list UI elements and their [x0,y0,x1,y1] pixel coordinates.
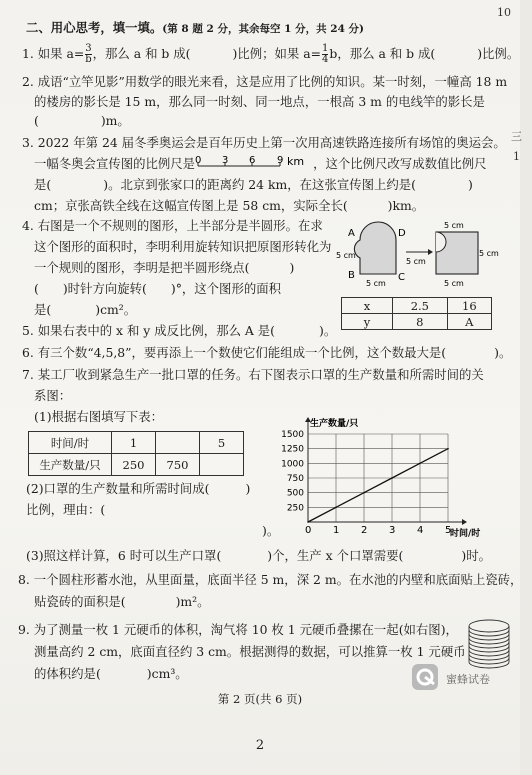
scale-tick-0: 0 [195,154,202,166]
production-series-line [308,449,448,522]
question-3-line-3: 是( )。北京到张家口的距离约 24 km，在这张宣传图上约是( ) [34,177,473,192]
scale-tick-6: 6 [249,154,256,166]
rotation-figure [336,214,499,294]
y-tick-label: 1250 [281,444,304,455]
point-d-label: D [398,228,406,239]
y-tick-label: 500 [286,488,304,499]
scale-tick-3: 3 [222,154,229,166]
quantity-header: 生产数量/只 [29,454,112,476]
production-line-chart [272,410,487,538]
fraction-1-over-4: $\frac{1}{4}$ [322,43,329,65]
irregular-shape [354,222,396,274]
page-footer: 第 2 页(共 6 页) [217,692,303,706]
x-header: x [342,298,393,314]
coin-stack-illustration [466,618,512,670]
question-6: 6. 有三个数“4,5,8”，要再添上一个数使它们能组成一个比例，这个数最大是( )。 [22,345,512,360]
section-title: 二、用心思考，填一填。(第 8 题 2 分，其余每空 1 分，共 24 分) [26,20,365,35]
square-top-length: 5 cm [444,221,464,230]
x-tick-label: 4 [417,525,424,536]
question-7-sub-1: (1)根据右图填写下表： [34,409,164,424]
question-4-line-4: ( )时针方向旋转( )°，这个图形的面积 [34,281,282,296]
question-7-line-1: 7. 某工厂收到紧急生产一批口罩的任务。右下图表示口罩的生产数量和所需时间的关 [22,367,484,382]
question-4-line-5: 是( )cm²。 [34,302,137,317]
x-tick-label: 1 [333,525,340,536]
question-3-line-4: cm；京张高铁全线在这幅宣传图上是 58 cm，实际全长( )km。 [34,198,425,213]
time-cell-1: 1 [112,432,156,454]
data-point [447,448,449,450]
watermark-logo-icon [412,664,438,690]
question-4-line-3: 一个规则的图形，李明是把半圆形绕点( ) [34,260,295,275]
x-tick-label: 5 [445,525,452,536]
question-7-line-2: 系图： [34,388,72,403]
y-header: y [342,314,393,330]
y-tick-label: 250 [286,503,304,514]
question-9-line-2: 测量高约 2 cm，底面直径约 3 cm。根据测得的数据，可以推算一枚 1 元硬币 [34,644,466,659]
question-8-line-2: 贴瓷砖的面积是( )m²。 [34,594,210,609]
question-9-line-3: 的体积约是( )cm³。 [34,666,188,681]
x-tick-label: 2 [361,525,368,536]
chart-title: 生产数量/只 [310,419,359,429]
time-cell-5: 5 [200,432,244,454]
edge-text-top: 10 [497,6,511,19]
edge-text-right-1: 三 [511,130,522,143]
question-7-sub-2c: )。 [262,523,280,538]
scale-bar-graphic [195,152,313,172]
data-point [335,507,337,509]
question-1: 1. 如果 a= $\frac{3}{b}$ ，那么 a 和 b 成( )比例；如果 a= $\frac{1}{4}$ b，那么 a 和 b 成( )比例。 [22,43,520,65]
scale-tick-9: 9 [277,154,284,166]
point-a-label: A [348,228,355,239]
question-4-line-1: 4. 右图是一个不规则的图形，上半部分是半圆形。在求 [22,218,323,233]
data-point [363,492,365,494]
scale-unit: km [287,154,305,168]
x-tick-label: 3 [389,525,396,536]
y-value-1: 8 [393,314,448,330]
point-c-label: C [398,272,405,283]
bottom-length: 5 cm [366,279,386,288]
data-point [391,477,393,479]
middle-length-label: 5 cm [406,257,426,266]
question-5: 5. 如果右表中的 x 和 y 成反比例，那么 A 是( )。 [22,323,337,338]
x-axis-arrow-icon [462,519,467,525]
quantity-cell-blank[interactable] [200,454,244,476]
square-bottom-length: 5 cm [444,279,464,288]
question-7-sub-2a: (2)口罩的生产数量和所需时间成( ) [26,481,251,496]
x-tick-label: 0 [305,525,312,536]
question-2-line-2: 的楼房的影长是 15 m，那么同一时刻、同一地点，一根高 3 m 的电线竿的影长是 [34,94,485,109]
time-cell-blank[interactable] [156,432,200,454]
x-value-1: 2.5 [393,298,448,314]
y-value-a: A [447,314,491,330]
question-4-line-2: 这个图形的面积时，李明利用旋转知识把原图形转化为 [34,239,332,254]
watermark [412,664,532,694]
y-tick-label: 1000 [281,459,304,470]
inverse-proportion-table [341,297,492,330]
question-3-line-2: 一幅冬奥会宣传图的比例尺是 0 3 6 9 km ，这个比例尺改写成数值比例尺 [34,156,487,172]
left-side-length: 5 cm [336,251,356,260]
edge-text-right-2: 1 [513,150,520,163]
square-side-length: 5 cm [479,249,499,258]
x-axis-label: 时间/时 [450,529,481,539]
question-3-line-1: 3. 2022 年第 24 届冬季奥运会是百年历史上第一次用高速铁路连接所有场馆的奥运会。 [22,135,506,150]
question-7-sub-2b: 比例，理由：( [26,502,106,517]
point-b-label: B [348,270,355,281]
question-2-line-1: 2. 成语“立竿见影”用数学的眼光来看，这是应用了比例的知识。某一时刻，一幢高 18 m [22,74,508,89]
line-scale-bar [195,154,313,172]
data-point [307,521,309,523]
question-7-sub-3: (3)照这样计算，6 时可以生产口罩( )个，生产 x 个口罩需要( )时。 [26,548,491,563]
time-header: 时间/时 [29,432,112,454]
fraction-3-over-b: $\frac{3}{b}$ [85,43,92,65]
question-9-line-1: 9. 为了测量一枚 1 元硬币的体积，淘气将 10 枚 1 元硬币叠摞在一起(如右图)， [18,622,458,637]
x-value-2: 16 [447,298,491,314]
quantity-cell-750: 750 [156,454,200,476]
question-2-line-3: ( )m。 [34,113,130,128]
quantity-cell-250: 250 [112,454,156,476]
watermark-text: 蜜蜂试卷 [446,673,490,686]
production-table [28,431,244,476]
question-8-line-1: 8. 一个圆柱形蓄水池，从里面量，底面半径 5 m，深 2 m。在水池的内壁和底面贴上瓷砖， [18,572,523,587]
y-tick-label: 1500 [281,430,304,440]
arrow-head-icon [428,249,433,255]
page-number: 2 [255,738,265,753]
y-tick-label: 750 [286,474,304,484]
data-point [419,463,421,465]
